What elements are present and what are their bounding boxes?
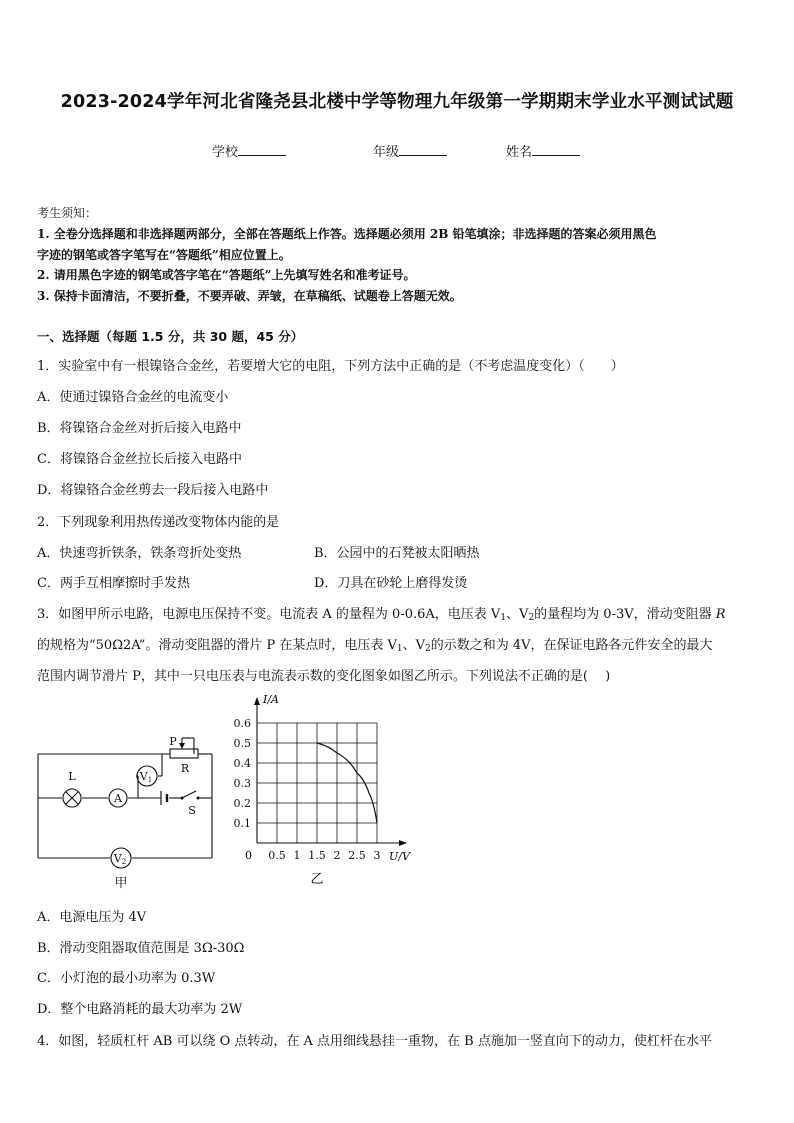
label-p: P — [169, 735, 177, 748]
q2-option-d: D．刀具在砂轮上磨得发烫 — [314, 576, 468, 591]
q1-option-b: B．将镍铬合金丝对折后接入电路中 — [37, 421, 242, 436]
chart-grid — [257, 723, 377, 843]
q3-option-b: B．滑动变阻器取值范围是 3Ω-30Ω — [37, 941, 245, 956]
y-tick-label: 0.2 — [233, 797, 251, 810]
q3-option-d: D．整个电路消耗的最大功率为 2W — [37, 1002, 243, 1017]
x-tick-label: 0.5 — [268, 849, 286, 862]
label-v2: V2 — [113, 852, 127, 866]
x-tick-label: 2.5 — [348, 849, 366, 862]
name-field — [506, 141, 580, 160]
name-label: 姓名 — [506, 145, 533, 160]
x-tick-label: 1 — [293, 849, 301, 862]
notice-item-1b: 字迹的钢笔或答字笔写在“答题纸”相应位置上。 — [37, 248, 291, 262]
q1-option-a: A．使通过镍铬合金丝的电流变小 — [37, 390, 229, 405]
q2-option-c: C．两手互相摩擦时手发热 — [37, 576, 190, 591]
chart-origin-label: 0 — [245, 849, 252, 862]
page-title: 2023-2024学年河北省隆尧县北楼中学等物理九年级第一学期期末学业水平测试试题 — [60, 92, 734, 112]
q2-option-b: B．公园中的石凳被太阳晒热 — [314, 546, 480, 561]
school-field — [212, 141, 286, 160]
grade-blank — [399, 142, 447, 156]
notice-item-2: 2. 请用黑色字迹的钢笔或答字笔在“答题纸”上先填写姓名和准考证号。 — [37, 268, 416, 282]
x-tick-label: 2 — [333, 849, 341, 862]
q1-stem: 1．实验室中有一根镍铬合金丝，若要增大它的电阻，下列方法中正确的是（不考虑温度变化）（ ） — [37, 359, 624, 374]
q2-option-a: A．快速弯折铁条，铁条弯折处变热 — [37, 546, 242, 561]
chart-xlabel: U/V — [389, 850, 410, 863]
x-axis-arrow — [399, 840, 407, 846]
notice-heading: 考生须知： — [37, 206, 98, 220]
label-l: L — [68, 770, 76, 783]
section-heading: 一、选择题（每题 1.5 分，共 30 题，45 分） — [37, 329, 304, 344]
q1-option-c: C．将镍铬合金丝拉长后接入电路中 — [37, 452, 242, 467]
label-v1: V1 — [139, 770, 153, 784]
caption-jia: 甲 — [114, 876, 128, 891]
chart-ylabel: I/A — [263, 693, 279, 706]
school-blank — [238, 142, 286, 156]
y-tick-label: 0.4 — [233, 757, 251, 770]
chart-caption: 乙 — [310, 872, 324, 887]
y-tick-label: 0.1 — [233, 817, 251, 830]
y-tick-label: 0.3 — [233, 777, 251, 790]
q3-option-a: A．电源电压为 4V — [37, 910, 147, 925]
y-axis-arrow — [254, 697, 260, 705]
q3-line-1: 3．如图甲所示电路，电源电压保持不变。电流表 A 的量程为 0-0.6A，电压表 $V_1$、$V_2$的量程均为 0-3V，滑动变阻器 R — [37, 607, 726, 623]
q4-stem: 4．如图，轻质杠杆 AB 可以绕 O 点转动，在 A 点用细线悬挂一重物，在 B 点施加一竖直向下的动力，使杠杆在水平 — [37, 1034, 712, 1049]
iv-chart — [225, 690, 425, 895]
notice-item-3: 3. 保持卡面清洁，不要折叠，不要弄破、弄皱，在草稿纸、试题卷上答题无效。 — [37, 289, 462, 303]
q3-line-2: 的规格为“50Ω2A”。滑动变阻器的滑片 P 在某点时，电压表 $V_1$、$V_2$的示数之和为 4V，在保证电路各元件安全的最大 — [37, 638, 713, 654]
x-tick-label: 3 — [373, 849, 381, 862]
q3-option-c: C．小灯泡的最小功率为 0.3W — [37, 971, 216, 986]
label-s: S — [188, 804, 196, 817]
label-a: A — [114, 792, 122, 805]
name-blank — [532, 142, 580, 156]
chart-ticks — [234, 717, 381, 862]
q2-stem: 2．下列现象利用热传递改变物体内能的是 — [37, 515, 280, 530]
school-label: 学校 — [212, 145, 239, 160]
q3-line-3: 范围内调节滑片 P，其中一只电压表与电流表示数的变化图象如图乙所示。下列说法不正确的是( ) — [37, 669, 611, 684]
y-tick-label: 0.6 — [233, 717, 251, 730]
q1-option-d: D．将镍铬合金丝剪去一段后接入电路中 — [37, 483, 269, 498]
circuit-diagram — [30, 728, 230, 893]
grade-label: 年级 — [373, 145, 400, 160]
x-tick-label: 1.5 — [308, 849, 326, 862]
grade-field — [373, 141, 447, 160]
notice-item-1a: 1. 全卷分选择题和非选择题两部分，全部在答题纸上作答。选择题必须用 2B 铅笔填涂；非选择题的答案必须用黑色 — [37, 227, 657, 241]
label-r: R — [180, 762, 190, 775]
y-tick-label: 0.5 — [233, 737, 251, 750]
